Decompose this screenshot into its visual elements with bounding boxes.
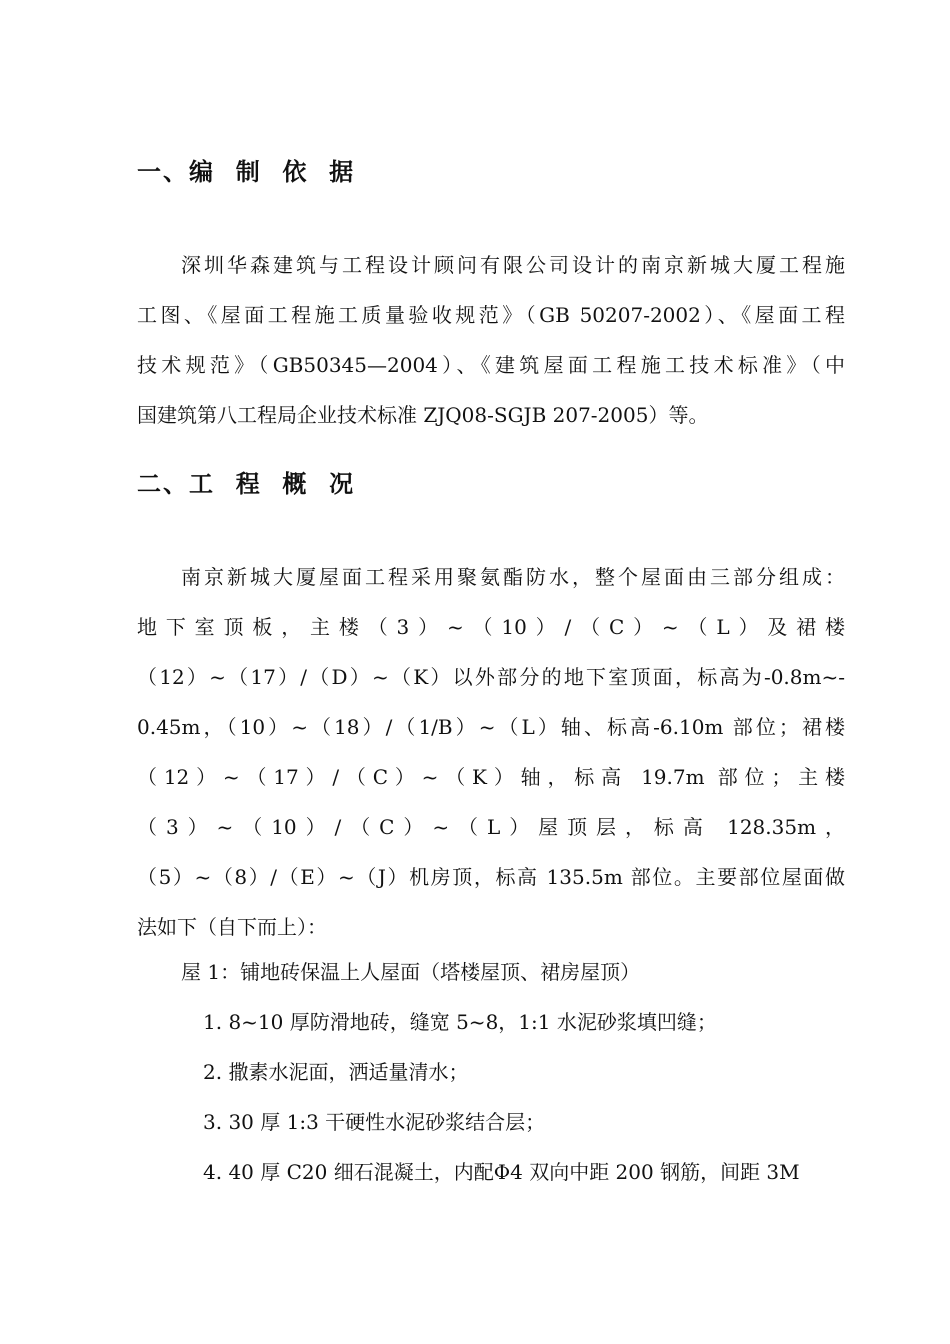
roof1-title: 屋 1：铺地砖保温上人屋面（塔楼屋顶、裙房屋顶） xyxy=(181,960,641,984)
overview-line-8: 法如下（自下而上）： xyxy=(137,915,327,939)
section-heading-overview: 二、工 程 概 况 xyxy=(137,470,356,498)
basis-line-2: 工图、《屋面工程施工质量验收规范》（GB 50207-2002）、《屋面工程 xyxy=(137,303,845,327)
overview-line-6: （3）~（10）/（C）~（L）屋顶层，标高 128.35m， xyxy=(137,815,845,839)
overview-line-7: （5）~（8）/（E）~（J）机房顶，标高 135.5m 部位。主要部位屋面做 xyxy=(137,865,845,889)
overview-line-1: 南京新城大厦屋面工程采用聚氨酯防水，整个屋面由三部分组成： xyxy=(181,565,845,589)
overview-line-2: 地下室顶板，主楼（3）~（10）/（C）~（L）及裙楼 xyxy=(137,615,845,639)
roof1-item-1: 1. 8~10 厚防滑地砖，缝宽 5~8，1:1 水泥砂浆填凹缝； xyxy=(203,1010,717,1034)
basis-line-4: 国建筑第八工程局企业技术标准 ZJQ08-SGJB 207-2005）等。 xyxy=(137,403,709,427)
basis-paragraph xyxy=(137,240,845,440)
section-heading-basis: 一、编 制 依 据 xyxy=(137,158,356,186)
overview-line-3: （12）~（17）/（D）~（K）以外部分的地下室顶面，标高为-0.8m~- xyxy=(137,665,845,689)
roof1-item-4: 4. 40 厚 C20 细石混凝土，内配Φ4 双向中距 200 钢筋，间距 3M xyxy=(203,1160,800,1184)
overview-line-4: 0.45m，（10）~（18）/（1/B）~（L）轴、标高-6.10m 部位；裙楼 xyxy=(137,715,845,739)
roof1-item-2: 2. 撒素水泥面，洒适量清水； xyxy=(203,1060,469,1084)
roof1-item-3: 3. 30 厚 1:3 干硬性水泥砂浆结合层； xyxy=(203,1110,546,1134)
overview-paragraph xyxy=(137,552,845,952)
basis-line-1: 深圳华森建筑与工程设计顾问有限公司设计的南京新城大厦工程施 xyxy=(181,253,845,277)
overview-line-5: （12）~（17）/（C）~（K）轴，标高 19.7m 部位；主楼 xyxy=(137,765,845,789)
basis-line-3: 技术规范》（GB50345—2004）、《建筑屋面工程施工技术标准》（中 xyxy=(137,353,845,377)
